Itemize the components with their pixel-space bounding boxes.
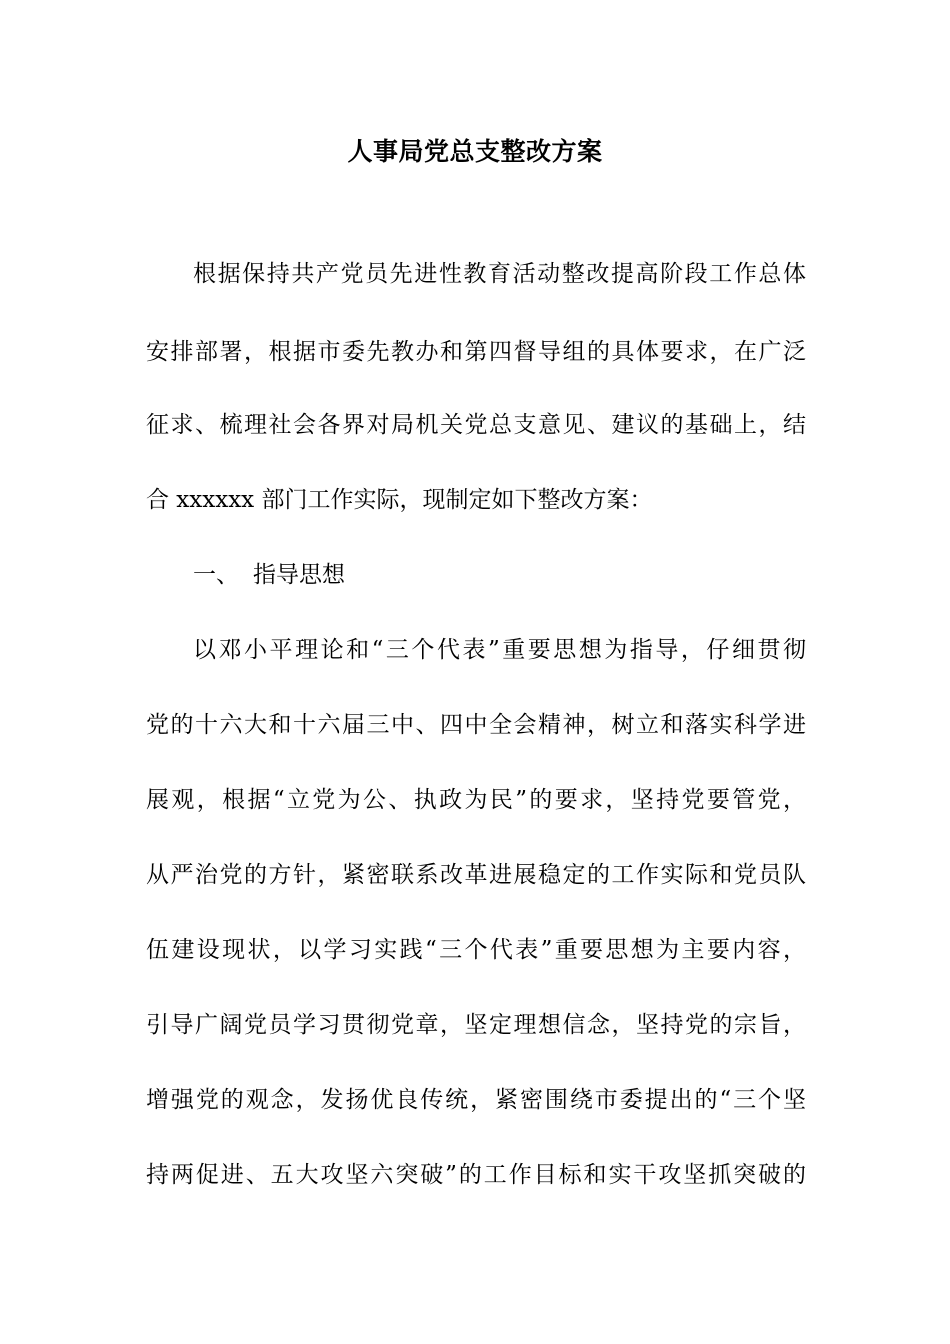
intro-line-2: 安排部署，根据市委先教办和第四督导组的具体要求，在广泛 bbox=[146, 339, 806, 365]
section-1-heading bbox=[193, 555, 806, 595]
intro-line-4: 合 xxxxxx 部门工作实际，现制定如下整改方案： bbox=[146, 487, 653, 513]
section-1-line-2: 党的十六大和十六届三中、四中全会精神，树立和落实科学进 bbox=[146, 712, 806, 738]
section-1-line-5: 伍建设现状，以学习实践“三个代表”重要思想为主要内容， bbox=[146, 937, 806, 963]
document-title: 人事局党总支整改方案 bbox=[347, 137, 603, 166]
section-1-line-7: 增强党的观念，发扬优良传统，紧密围绕市委提出的“三个坚 bbox=[146, 1087, 806, 1113]
section-1-line-1: 以邓小平理论和“三个代表”重要思想为指导，仔细贯彻 bbox=[193, 637, 806, 663]
section-1-line-8: 持两促进、五大攻坚六突破”的工作目标和实干攻坚抓突破的 bbox=[146, 1162, 806, 1188]
intro-line-1: 根据保持共产党员先进性教育活动整改提高阶段工作总体 bbox=[193, 261, 806, 287]
section-1-line-6: 引导广阔党员学习贯彻党章，坚定理想信念，坚持党的宗旨， bbox=[146, 1012, 806, 1038]
intro-line-3: 征求、梳理社会各界对局机关党总支意见、建议的基础上，结 bbox=[146, 412, 806, 438]
section-1-number: 一、 bbox=[193, 562, 239, 588]
section-1-line-3: 展观，根据“立党为公、执政为民”的要求，坚持党要管党， bbox=[146, 787, 806, 813]
section-1-line-4: 从严治党的方针，紧密联系改革进展稳定的工作实际和党员队 bbox=[146, 862, 806, 888]
section-1-heading-text: 指导思想 bbox=[253, 562, 345, 588]
